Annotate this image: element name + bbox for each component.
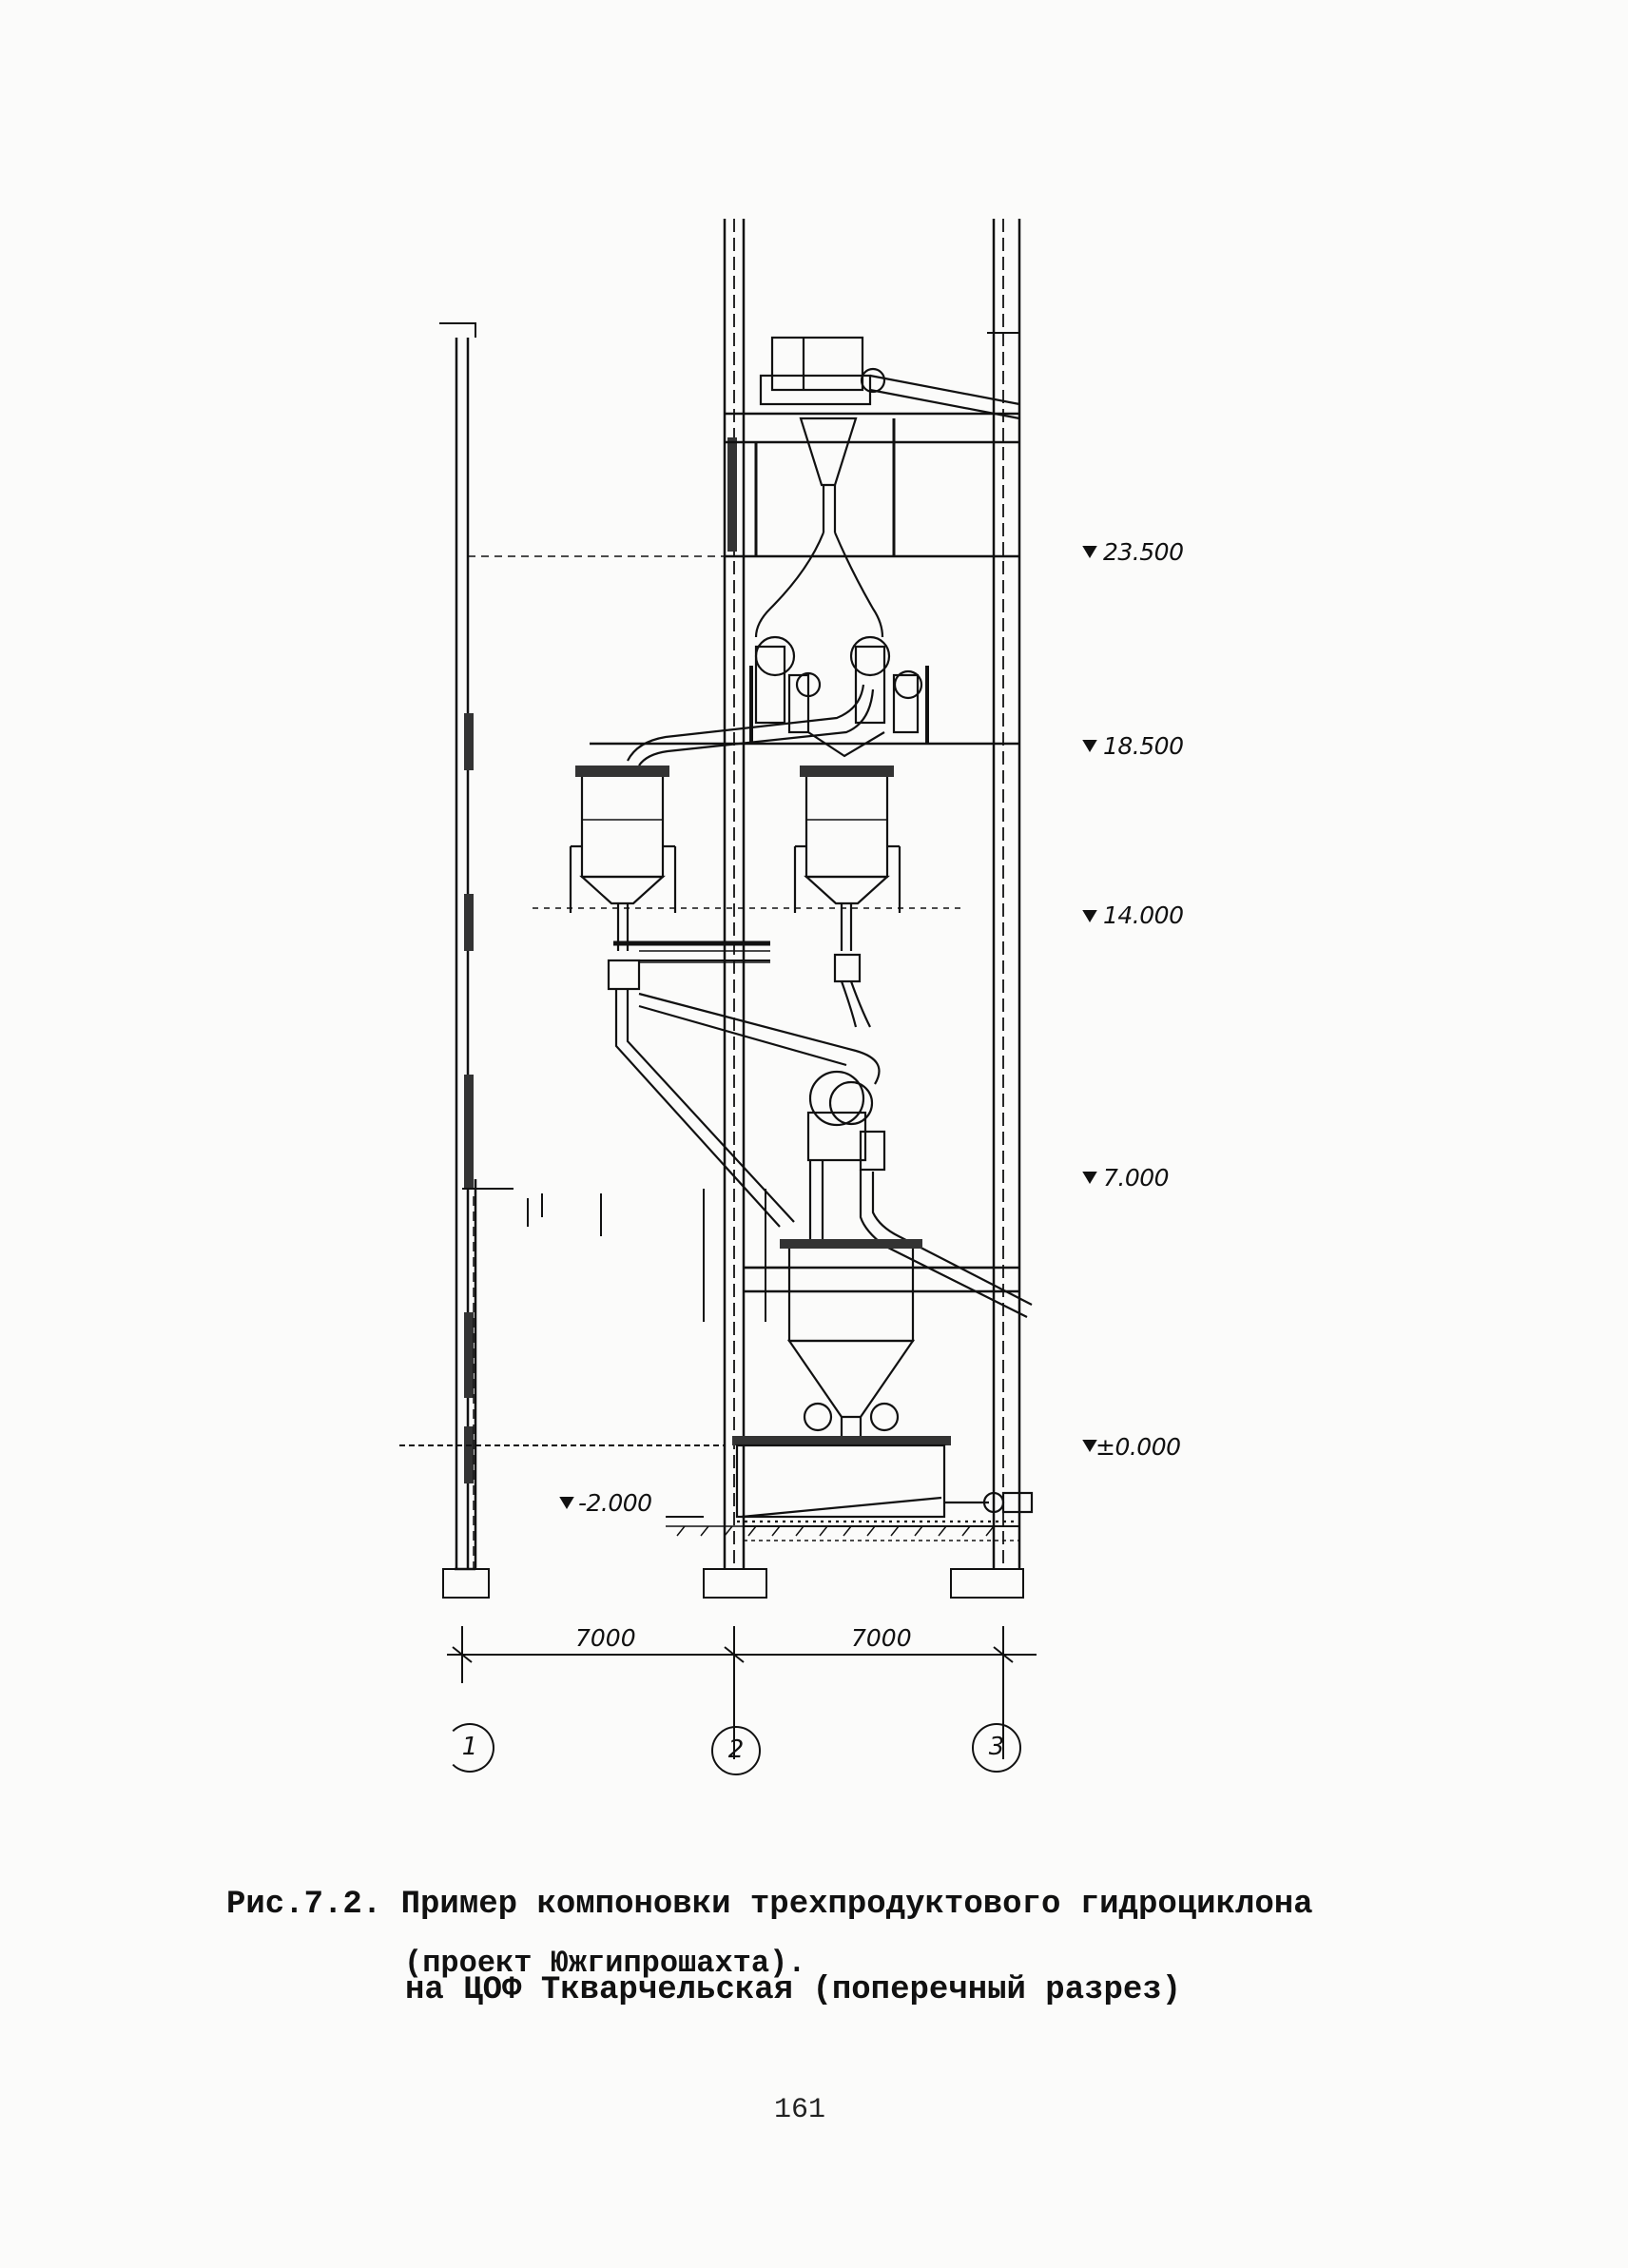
dimension-label-span-1: 7000 (575, 1624, 636, 1652)
column-axis-2 (704, 219, 766, 1598)
elevation-label-14000: 14.000 (1103, 901, 1184, 929)
caption-line-1: Рис.7.2. Пример компоновки трехпродуктового гидроциклона (226, 1887, 1313, 1923)
dimension-label-span-2: 7000 (851, 1624, 912, 1652)
axis-bubble-3: 3 (972, 1723, 1021, 1773)
tank-right (795, 766, 900, 1027)
elevation-label-18500: 18.500 (1103, 732, 1184, 760)
tank-left (571, 766, 770, 989)
ground-line (666, 1526, 1019, 1536)
floor-slabs (399, 414, 1019, 1541)
elevation-label-0000: ±0.000 (1095, 1433, 1181, 1461)
elevation-label-23500: 23.500 (1103, 538, 1184, 566)
axis-bubble-1: 1 (445, 1723, 494, 1773)
top-feed-equipment (756, 338, 1019, 637)
elevation-markers (561, 547, 1095, 1507)
page-number: 161 (774, 2094, 826, 2126)
caption-line-2: на ЦОФ Ткварчельская (поперечный разрез) (405, 1972, 1182, 2008)
axis-bubble-2: 2 (711, 1726, 761, 1775)
caption-project-note: (проект Южгипрошахта). (404, 1946, 806, 1981)
elevation-label-minus-2000: -2.000 (578, 1489, 652, 1517)
hydrocyclone-group (628, 637, 927, 766)
column-axis-1 (439, 323, 601, 1598)
elevation-label-7000: 7.000 (1103, 1164, 1170, 1192)
column-axis-3 (951, 219, 1023, 1598)
